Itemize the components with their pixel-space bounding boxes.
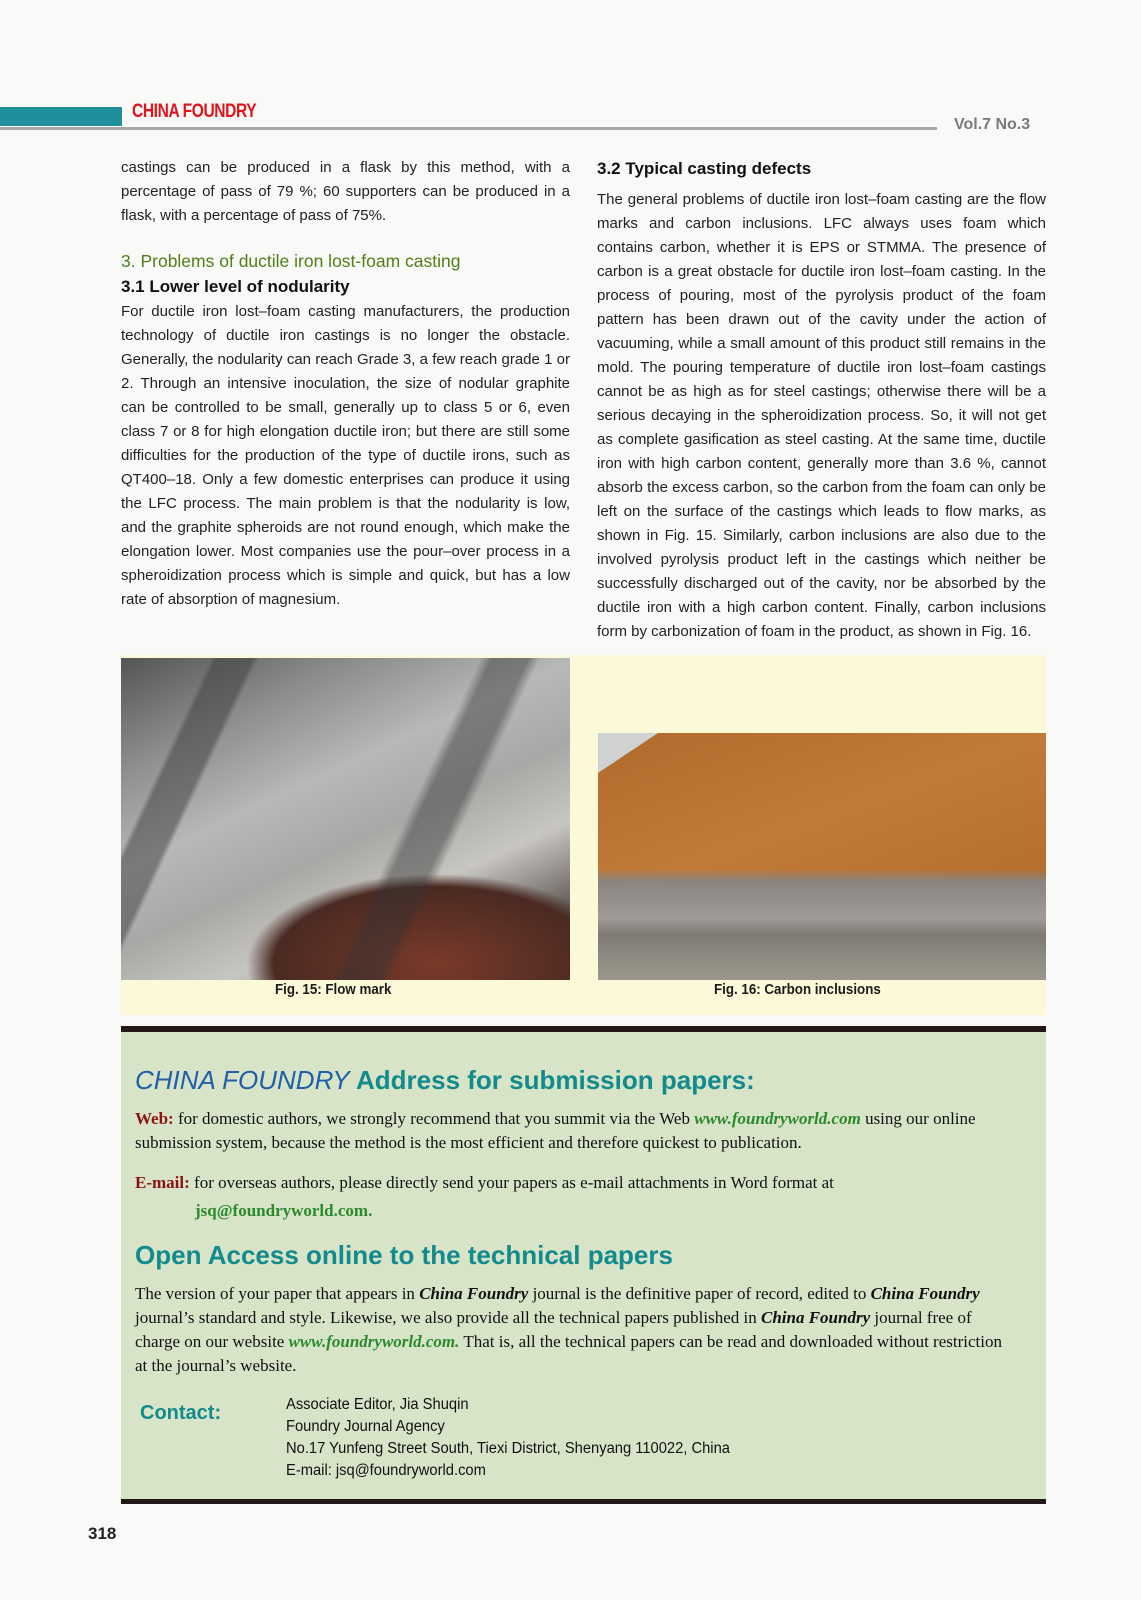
submission-title-text: Address for submission papers: xyxy=(349,1065,755,1095)
left-column xyxy=(121,156,570,612)
email-text: for overseas authors, please directly send your papers as e-mail attachments in Word format at xyxy=(189,1173,834,1192)
subsection-title-defects: 3.2 Typical casting defects xyxy=(597,159,812,178)
submission-title xyxy=(135,1065,755,1096)
contact-email[interactable]: E-mail: jsq@foundryworld.com xyxy=(286,1462,486,1479)
contact-address: No.17 Yunfeng Street South, Tiexi District, Shenyang 110022, China xyxy=(286,1440,730,1457)
oa-text: journal is the definitive paper of record, edited to xyxy=(528,1284,871,1303)
email-paragraph xyxy=(135,1171,1015,1223)
email-label: E-mail: xyxy=(135,1173,190,1192)
open-access-title: Open Access online to the technical papers xyxy=(135,1240,673,1270)
oa-journal-name: China Foundry xyxy=(870,1284,980,1303)
defects-paragraph: The general problems of ductile iron lost–foam casting are the flow marks and carbon inclusions. LFC always uses foam which contains carbon, whether it is EPS or STMMA. The presence of carbon is a great obstacle for ductile iron lost–foam casting. In the process of pouring, most of the pyrolysis product of the foam pattern has been drawn out of the cavity under the action of vacuuming, while a small amount of this product still remains in the mold. The pouring temperature of ductile iron lost–foam castings cannot be as high as for steel castings; otherwise there will be a serious decaying in the spheroidization process. So, it will not get as complete gasification as steel casting. At the same time, ductile iron with high carbon content, generally more than 3.6 %, cannot absorb the excess carbon, so the carbon from the foam can only be left on the surface of the castings which leads to flow marks, as shown in Fig. 15. Similarly, carbon inclusions are also due to the involved pyrolysis product left in the castings which neither be successfully discharged out of the cavity, nor be absorbed by the ductile iron with a high carbon content. Finally, carbon inclusions form by carbonization of foam in the product, as shown in Fig. 16. xyxy=(597,191,1046,640)
submission-title-brand: CHINA FOUNDRY xyxy=(135,1065,350,1095)
nodularity-paragraph: For ductile iron lost–foam casting manufacturers, the production technology of ductile iron castings is no longer the obstacle. Generally, the nodularity can reach Grade 3, a few reach grade 1 or 2. Through an intensive inoculation, the size of nodular graphite can be controlled to be small, generally up to class 5 or 6, even class 7 or 8 for high elongation ductile iron; but there are still some difficulties for the production of the type of ductile irons, such as QT400–18. Only a few domestic enterprises can produce it using the LFC process. The main problem is that the nodularity is low, and the graphite spheroids are not round enough, which make the elongation lower. Most companies use the pour–over process in a spheroidization process which is simple and quick, but has a low rate of absorption of magnesium. xyxy=(121,303,570,608)
web-text-cont: using our online submission system, because the method is the most efficient and therefore quickest to publication. xyxy=(135,1109,976,1152)
contact-details xyxy=(286,1394,753,1482)
subsection-title-nodularity: 3.1 Lower level of nodularity xyxy=(121,277,350,296)
header-accent-bar xyxy=(0,107,122,126)
email-link[interactable]: jsq@foundryworld.com. xyxy=(195,1201,373,1220)
journal-name: CHINA FOUNDRY xyxy=(132,101,257,122)
contact-label: Contact: xyxy=(140,1402,222,1424)
carbon-inclusions-photo xyxy=(598,733,1046,980)
oa-text: journal’s standard and style. Likewise, we also provide all the technical papers published in xyxy=(135,1308,761,1327)
oa-journal-name: China Foundry xyxy=(419,1284,529,1303)
oa-text: That is, all the technical papers can be read and downloaded without restriction at the journal’s website. xyxy=(135,1332,1002,1375)
figure-16-caption: Fig. 16: Carbon inclusions xyxy=(714,982,881,998)
volume-issue: Vol.7 No.3 xyxy=(954,116,1031,133)
oa-journal-name: China Foundry xyxy=(761,1308,871,1327)
page-number: 318 xyxy=(88,1524,117,1543)
box-bottom-rule xyxy=(121,1499,1046,1504)
contact-editor: Associate Editor, Jia Shuqin xyxy=(286,1396,469,1413)
oa-text: The version of your paper that appears in xyxy=(135,1284,420,1303)
web-text: for domestic authors, we strongly recommend that you summit via the Web xyxy=(173,1109,695,1128)
web-link[interactable]: www.foundryworld.com xyxy=(694,1109,861,1128)
open-access-paragraph xyxy=(135,1282,1015,1378)
section-title: 3. Problems of ductile iron lost-foam casting xyxy=(121,251,461,271)
web-paragraph xyxy=(135,1107,1015,1155)
figure-15-caption: Fig. 15: Flow mark xyxy=(275,982,392,998)
right-column xyxy=(597,156,1046,644)
oa-text: journal free of charge on our website xyxy=(135,1308,972,1351)
oa-website-link[interactable]: www.foundryworld.com. xyxy=(288,1332,460,1351)
flow-mark-photo xyxy=(121,658,570,980)
contact-agency: Foundry Journal Agency xyxy=(286,1418,445,1435)
web-label: Web: xyxy=(135,1109,174,1128)
intro-paragraph: castings can be produced in a flask by this method, with a percentage of pass of 79 %; 60 supporters can be produced in a flask, with a percentage of pass of 75%. xyxy=(121,159,570,224)
header-rule xyxy=(0,127,937,130)
